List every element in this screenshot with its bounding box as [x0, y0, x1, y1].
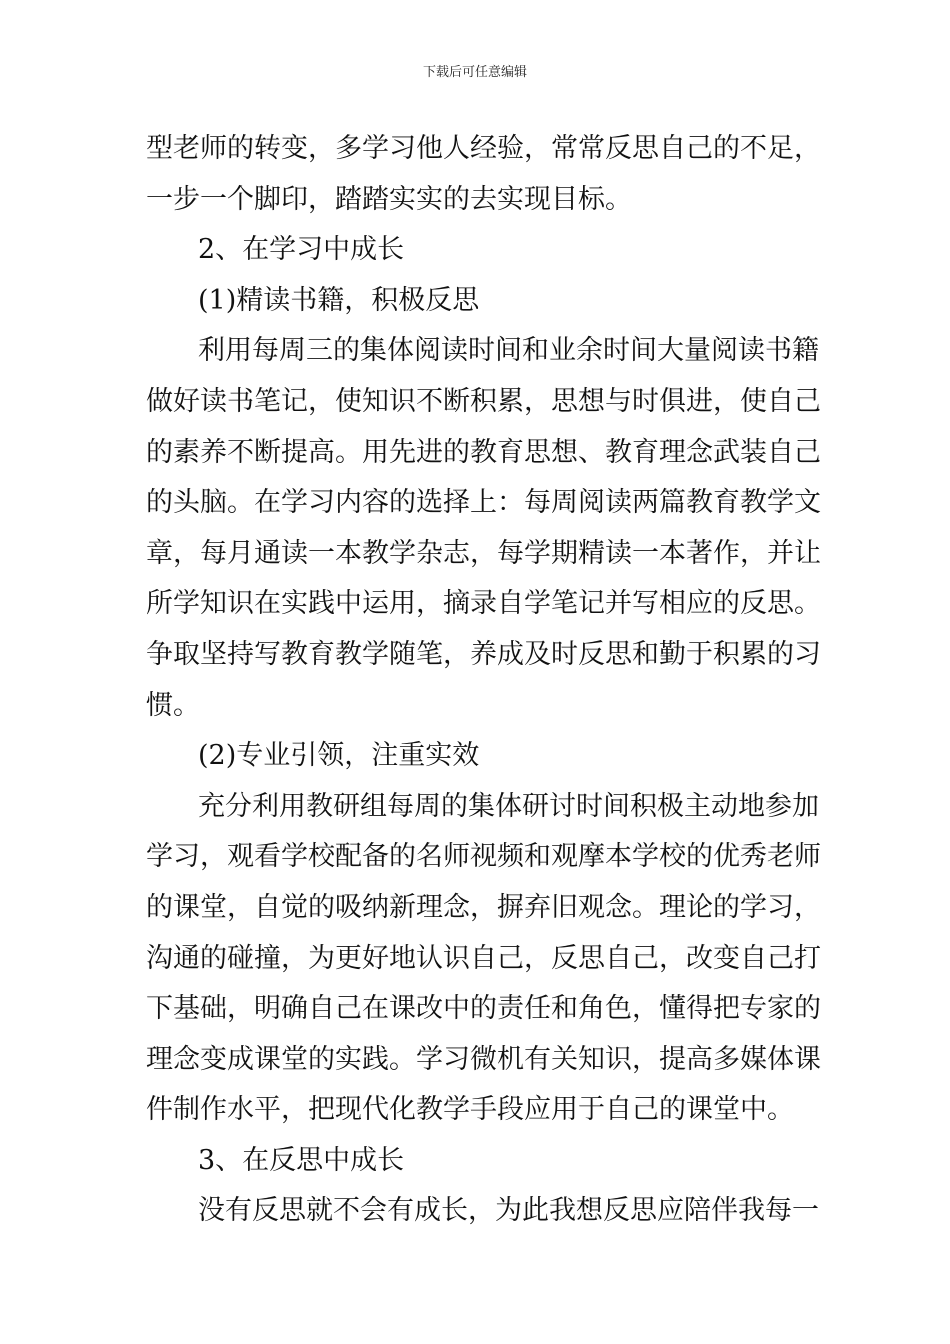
- section-heading: 3、在反思中成长: [198, 1144, 405, 1176]
- text-line: 所学知识在实践中运用，摘录自学笔记并写相应的反思。: [146, 588, 821, 620]
- text-line: 的头脑。在学习内容的选择上：每周阅读两篇教育教学文: [146, 487, 821, 519]
- text-line: 下基础，明确自己在课改中的责任和角色，懂得把专家的: [146, 993, 821, 1025]
- text-line: 沟通的碰撞，为更好地认识自己，反思自己，改变自己打: [146, 942, 821, 974]
- text-line: 型老师的转变，多学习他人经验，常常反思自己的不足，: [146, 133, 821, 164]
- subsection-heading: (2)专业引领，注重实效: [198, 740, 480, 772]
- page-header: 下载后可任意编辑: [422, 65, 527, 80]
- paragraph-start: 充分利用教研组每周的集体研讨时间积极主动地参加: [198, 790, 819, 822]
- text-line: 件制作水平，把现代化教学手段应用于自己的课堂中。: [146, 1094, 794, 1126]
- text-line: 争取坚持写教育教学随笔，养成及时反思和勤于积累的习: [146, 638, 821, 670]
- subsection-heading: (1)精读书籍，积极反思: [198, 284, 480, 316]
- text-line: 做好读书笔记，使知识不断积累，思想与时俱进，使自己: [146, 385, 821, 417]
- text-line: 理念变成课堂的实践。学习微机有关知识，提高多媒体课: [146, 1043, 821, 1075]
- text-line: 一步一个脚印，踏踏实实的去实现目标。: [146, 183, 632, 215]
- text-line: 学习，观看学校配备的名师视频和观摩本学校的优秀老师: [146, 841, 821, 873]
- text-line: 的素养不断提高。用先进的教育思想、教育理念武装自己: [146, 436, 821, 468]
- text-line: 惯。: [146, 689, 200, 721]
- text-line: 的课堂，自觉的吸纳新理念，摒弃旧观念。理论的学习，: [146, 891, 821, 923]
- text-line: 章，每月通读一本教学杂志，每学期精读一本著作，并让: [146, 537, 821, 569]
- paragraph-start: 没有反思就不会有成长，为此我想反思应陪伴我每一: [198, 1195, 819, 1227]
- paragraph-start: 利用每周三的集体阅读时间和业余时间大量阅读书籍: [198, 335, 819, 367]
- document-body: [146, 124, 821, 1237]
- section-heading: 2、在学习中成长: [198, 234, 405, 266]
